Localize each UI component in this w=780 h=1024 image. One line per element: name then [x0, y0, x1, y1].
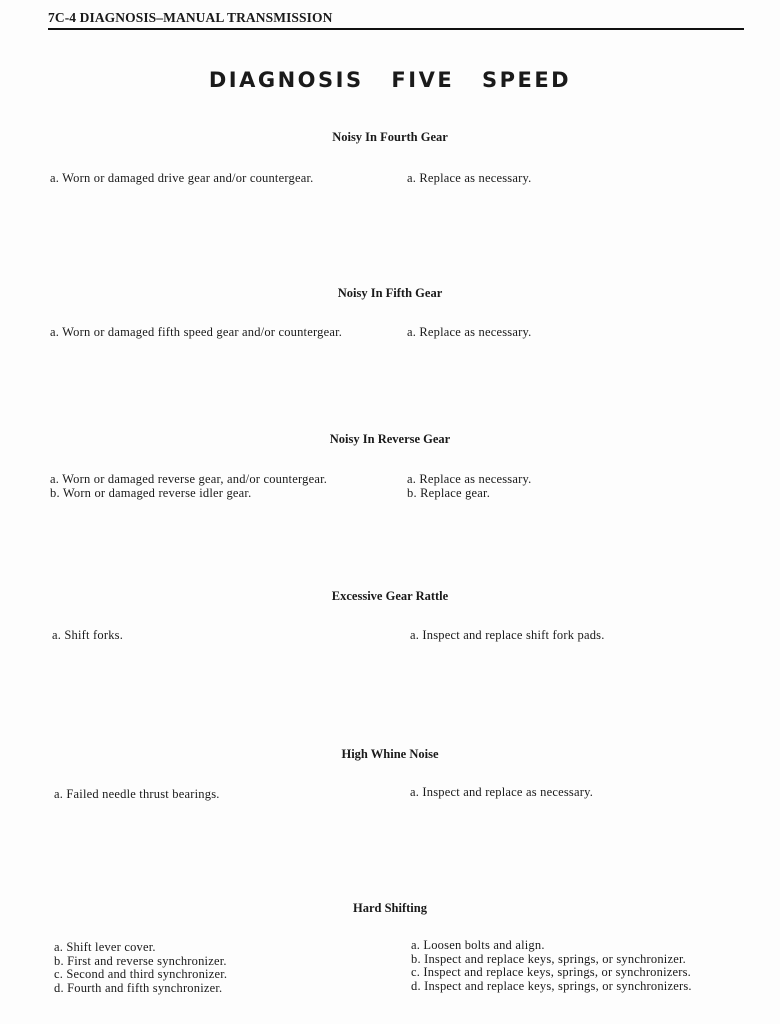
corrections-list: [411, 939, 692, 993]
correction-item: a. Replace as necessary.: [407, 325, 532, 339]
causes-list: [50, 326, 342, 340]
section-title-noisy-fifth: Noisy In Fifth Gear: [337, 286, 443, 300]
cause-item: b. First and reverse synchronizer.: [54, 953, 227, 968]
causes-list: [50, 172, 313, 186]
header-rule: [48, 28, 744, 30]
cause-item: c. Second and third synchronizer.: [54, 967, 228, 981]
page-header: 7C-4 DIAGNOSIS–MANUAL TRANSMISSION: [48, 10, 333, 25]
cause-item: a. Shift forks.: [52, 628, 124, 642]
corrections-list: [407, 473, 531, 500]
correction-item: a. Replace as necessary.: [407, 472, 532, 486]
correction-item: b. Inspect and replace keys, springs, or synchronizer.: [411, 951, 686, 966]
corrections-list: [410, 629, 605, 643]
correction-item: a. Inspect and replace as necessary.: [410, 785, 594, 799]
correction-item: a. Replace as necessary.: [407, 171, 532, 185]
cause-item: a. Worn or damaged fifth speed gear and/or countergear.: [50, 325, 343, 339]
correction-item: a. Loosen bolts and align.: [411, 938, 545, 952]
cause-item: a. Worn or damaged reverse gear, and/or countergear.: [50, 472, 328, 486]
cause-item: a. Failed needle thrust bearings.: [54, 787, 220, 801]
corrections-list: [410, 786, 593, 800]
cause-item: d. Fourth and fifth synchronizer.: [54, 980, 223, 995]
cause-item: a. Worn or damaged drive gear and/or countergear.: [50, 171, 314, 185]
section-title-gear-rattle: Excessive Gear Rattle: [331, 589, 449, 603]
cause-item: b. Worn or damaged reverse idler gear.: [50, 485, 252, 500]
page-title: DIAGNOSIS FIVE SPEED: [208, 68, 572, 92]
cause-item: a. Shift lever cover.: [54, 940, 156, 954]
corrections-list: [407, 326, 531, 340]
correction-item: c. Inspect and replace keys, springs, or synchronizers.: [411, 965, 692, 979]
section-title-hard-shifting: Hard Shifting: [353, 901, 427, 915]
section-title-whine-noise: High Whine Noise: [341, 747, 439, 761]
correction-item: b. Replace gear.: [407, 485, 491, 500]
causes-list: [54, 788, 220, 802]
section-title-noisy-reverse: Noisy In Reverse Gear: [329, 432, 451, 446]
corrections-list: [407, 172, 531, 186]
correction-item: d. Inspect and replace keys, springs, or synchronizers.: [411, 978, 692, 993]
section-title-noisy-fourth: Noisy In Fourth Gear: [332, 130, 448, 144]
causes-list: [50, 473, 327, 500]
causes-list: [52, 629, 123, 643]
correction-item: a. Inspect and replace shift fork pads.: [410, 628, 605, 642]
causes-list: [54, 941, 227, 995]
